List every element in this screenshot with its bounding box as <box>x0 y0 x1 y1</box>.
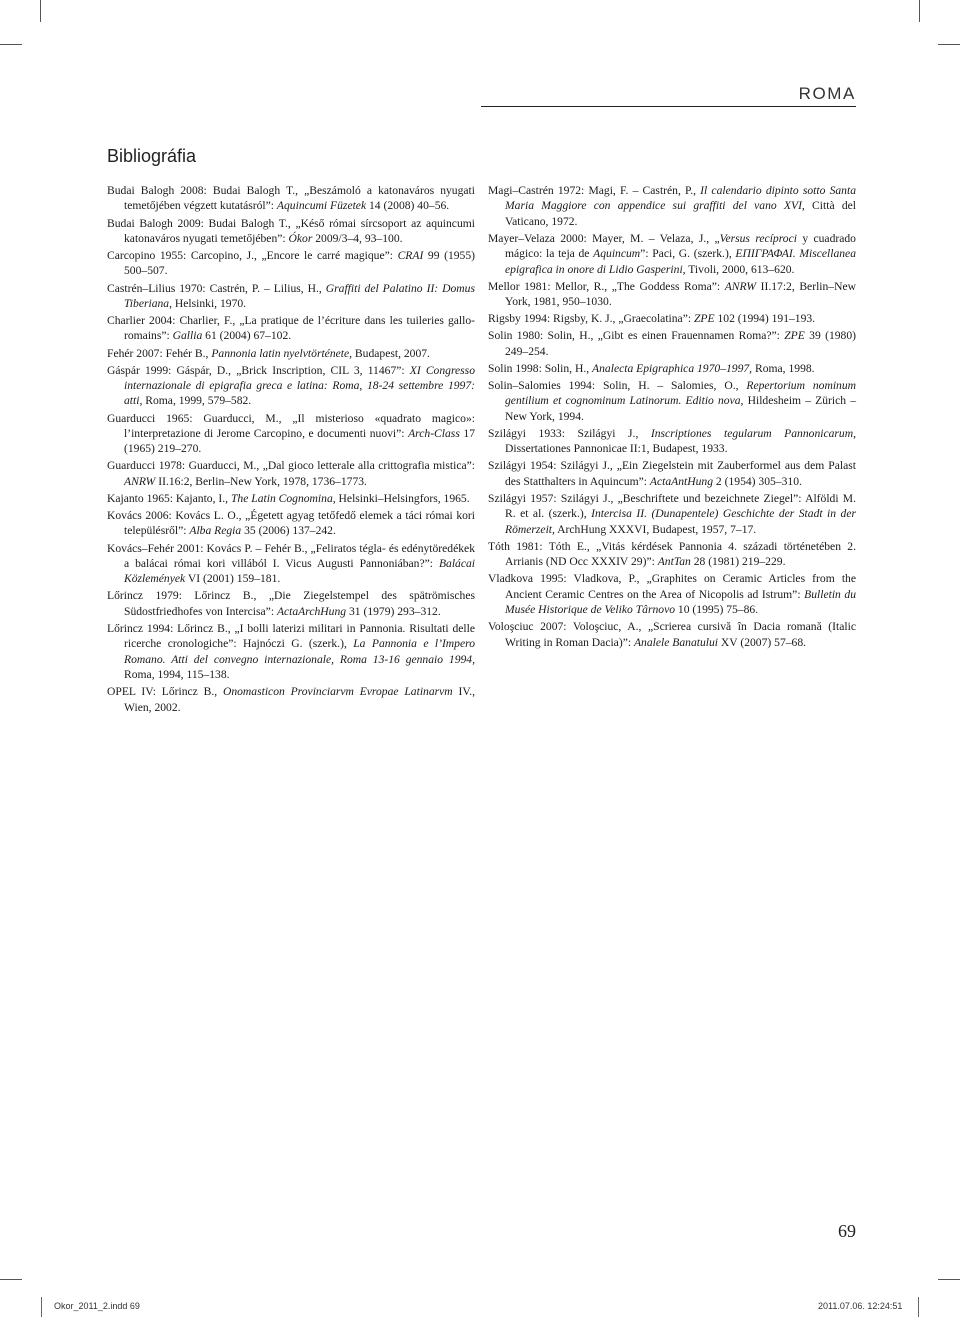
slug-filename: Okor_2011_2.indd 69 <box>54 1301 140 1311</box>
entry-text: II.16:2, Berlin–New York, 1978, 1736–1773. <box>155 474 367 488</box>
entry-text: Budai Balogh 2009: Budai Balogh T., „Késő római sírcsoport az aquincumi katonaváros nyugati temetőjében”: <box>107 216 475 245</box>
entry-text: ”: Paci, G. (szerk.), <box>640 247 736 261</box>
entry-text: y cuadrado mágico: la teja de <box>505 231 856 261</box>
bibliography-entry <box>488 328 856 359</box>
entry-text: Hildesheim – Zürich – New York, 1994. <box>505 394 857 423</box>
italic-text: Ókor <box>288 231 313 245</box>
bibliography-entry <box>488 311 856 326</box>
italic-text: Bulletin du Musée Historique de Veliko Târnovo <box>505 587 857 617</box>
entry-text: IV., Wien, 2002. <box>124 685 476 714</box>
bibliography-left-column <box>107 183 475 717</box>
entry-text: Kovács 2006: Kovács L. O., „Égetett agyag tetőfedő elemek a táci római kori településről”: <box>107 509 475 538</box>
entry-text: Vladkova 1995: Vladkova, P., „Graphites on Ceramic Articles from the Ancient Ceramic Centres on the Area of Nicopolis ad Istrum”: <box>488 572 856 601</box>
italic-text: The Latin Cognomina, <box>230 491 336 505</box>
entry-text: Szilágyi 1954: Szilágyi J., „Ein Ziegelstein mit Zauberformel aus dem Palast des Statthalters in Aquincum”: <box>488 459 856 488</box>
slug-date: 2011.07.06. 12:24:51 <box>818 1301 903 1311</box>
entry-text: Roma, 1999, 579–582. <box>142 394 252 408</box>
entry-text: Roma, 1994, 115–138. <box>124 668 230 682</box>
entry-text: Guarducci 1978: Guarducci, M., „Dal gioco letterale alla crittografia mistica”: <box>107 459 475 473</box>
header-rule <box>481 106 856 107</box>
entry-text: Helsinki–Helsingfors, 1965. <box>335 491 470 505</box>
entry-text: Solin–Salomies 1994: Solin, H. – Salomies, O., <box>488 379 747 392</box>
bibliography-entry <box>107 411 475 457</box>
entry-text: 10 (1995) 75–86. <box>675 603 759 617</box>
bibliography-entry <box>488 458 856 489</box>
page-number: 69 <box>838 1221 856 1241</box>
entry-text: 31 (1979) 293–312. <box>346 604 441 618</box>
bibliography-entry <box>488 183 856 229</box>
entry-text: Solin 1980: Solin, H., „Gibt es einen Frauennamen Roma?”: <box>488 329 785 343</box>
bibliography-entry <box>488 619 856 650</box>
bibliography-entry <box>107 541 475 587</box>
entry-text: Lőrincz 1979: Lőrincz B., „Die Ziegelstempel des spätrömisches Südostfriedhofes von Intercisa”: <box>107 589 475 618</box>
entry-text: Tivoli, 2000, 613–620. <box>685 262 795 276</box>
entry-text: Voloşciuc 2007: Voloşciuc, A., „Scrierea cursivă în Dacia romană (Italic Writing in Roman Dacia)”: <box>488 620 856 649</box>
bibliography-entry <box>107 248 475 279</box>
crop-mark <box>938 1279 960 1280</box>
entry-text: Gáspár 1999: Gáspár, D., „Brick Inscription, CIL 3, 11467”: <box>107 363 410 377</box>
entry-text: Fehér 2007: Fehér B., <box>107 346 212 360</box>
italic-text: Inscriptiones tegularum Pannonicarum, <box>650 426 856 440</box>
bibliography-entry <box>107 491 475 506</box>
slug-divider <box>41 1297 42 1317</box>
italic-text: Intercisa II. (Dunapentele) Geschichte der Stadt in der Römerzeit, <box>505 507 856 536</box>
bibliography-entry <box>488 279 856 310</box>
entry-text: Dissertationes Pannonicae II:1, Budapest, 1933. <box>505 442 728 456</box>
italic-text: Aquincumi Füzetek <box>276 199 367 213</box>
italic-text: Repertorium nominum gentilium et cognominum Latinorum. Editio nova, <box>505 379 857 408</box>
bibliography-entry <box>488 539 856 570</box>
italic-text: ActaArchHung <box>276 604 347 618</box>
italic-text: Graffiti del Palatino II: Domus Tiberiana, <box>124 281 475 310</box>
crop-mark <box>938 44 960 45</box>
entry-text: Budapest, 2007. <box>352 346 430 360</box>
bibliography-entry <box>488 231 856 277</box>
bibliography-entry <box>107 508 475 539</box>
entry-text: 61 (2004) 67–102. <box>202 329 292 343</box>
bibliography-entry <box>107 621 475 683</box>
entry-text: II.17:2, Berlin–New York, 1981, 950–1030. <box>505 279 856 309</box>
entry-text: Roma, 1998. <box>752 361 815 375</box>
entry-text: Città del Vaticano, 1972. <box>505 199 856 228</box>
bibliography-entry <box>488 361 856 376</box>
entry-text: Rigsby 1994: Rigsby, K. J., „Graecolatina”: <box>488 312 694 326</box>
entry-text: Mellor 1981: Mellor, R., „The Goddess Roma”: <box>488 279 725 293</box>
running-head: ROMA <box>798 84 856 103</box>
bibliography-right-column <box>488 183 856 652</box>
entry-text: Castrén–Lilius 1970: Castrén, P. – Lilius, H., <box>107 281 326 295</box>
entry-text: OPEL IV: Lőrincz B., <box>107 685 223 699</box>
entry-text: Lőrincz 1994: Lőrincz B., „I bolli laterizi militari in Pannonia. Risultati delle ricerche cronologiche”: Hajnóczi G. (szerk.), <box>107 621 475 651</box>
bibliography-entry <box>107 346 475 361</box>
crop-mark <box>919 0 920 22</box>
italic-text: Versus recíproci <box>719 231 797 245</box>
italic-text: Analecta Epigraphica 1970–1997, <box>592 361 753 375</box>
italic-text: Onomasticon Provinciarvm Evropae Latinarvm <box>222 685 453 699</box>
entry-text: 28 (1981) 219–229. <box>690 555 786 569</box>
italic-text: Gallia <box>172 329 203 343</box>
bibliography-entry <box>107 458 475 489</box>
bibliography-entry <box>107 313 475 344</box>
italic-text: ΕΠΙΓΡΑΦΑΙ. Miscellanea epigrafica in onore di Lidio Gasperini, <box>505 247 856 276</box>
italic-text: AntTan <box>657 555 691 569</box>
entry-text: 17 (1965) 219–270. <box>124 426 475 456</box>
italic-text: ActaAntHung <box>649 474 714 488</box>
crop-mark <box>40 0 41 22</box>
entry-text: Magi–Castrén 1972: Magi, F. – Castrén, P., <box>488 184 701 197</box>
entry-text: Tóth 1981: Tóth E., „Vitás kérdések Pannonia 4. századi történetében 2. Arrianis (ND Occ XXXIV 29)”: <box>488 539 856 569</box>
bibliography-entry <box>488 378 856 424</box>
entry-text: 99 (1955) 500–507. <box>124 249 475 278</box>
entry-text: Kovács–Fehér 2001: Kovács P. – Fehér B., „Feliratos tégla- és edénytöredékek a balácai római kori villából I. Vicus Augusti Pannoniában?”: <box>107 541 475 570</box>
italic-text: Balácai Közlemények <box>124 556 475 586</box>
entry-text: 35 (2006) 137–242. <box>241 524 336 538</box>
crop-mark <box>0 44 22 45</box>
section-title: Bibliográfia <box>107 146 197 166</box>
bibliography-entry <box>107 216 475 247</box>
italic-text: CRAI <box>397 249 424 262</box>
italic-text: ANRW <box>124 474 156 488</box>
italic-text: La Pannonia e l’Impero Romano. Atti del convegno internazionale, Roma 13-16 gennaio 1994, <box>124 637 475 666</box>
entry-text: 2 (1954) 305–310. <box>713 474 802 488</box>
entry-text: 2009/3–4, 93–100. <box>312 231 403 245</box>
entry-text: 102 (1994) 191–193. <box>714 312 816 326</box>
bibliography-entry <box>488 426 856 457</box>
entry-text: Budai Balogh 2008: Budai Balogh T., „Beszámoló a katonaváros nyugati temetőjében végzett kutatásról”: <box>107 184 475 213</box>
italic-text: Pannonia latin nyelvtörténete, <box>211 346 353 360</box>
bibliography-entry <box>107 281 475 312</box>
italic-text: Il calendario dipinto sotto Santa Maria Maggiore con appendice sui graffiti del vano XVI, <box>505 184 856 213</box>
italic-text: Aquincum <box>593 247 641 261</box>
italic-text: Arch-Class <box>408 426 460 440</box>
entry-text: Charlier 2004: Charlier, F., „La pratique de l’écriture dans les tuileries gallo-romains”: <box>107 314 475 343</box>
bibliography-entry <box>107 183 475 214</box>
entry-text: 39 (1980) 249–254. <box>505 329 856 358</box>
entry-text: VI (2001) 159–181. <box>185 572 281 586</box>
italic-text: Analele Banatului <box>633 635 719 649</box>
entry-text: Mayer–Velaza 2000: Mayer, M. – Velaza, J., „ <box>488 231 720 245</box>
slug-divider <box>918 1297 919 1317</box>
entry-text: 14 (2008) 40–56. <box>366 199 450 213</box>
entry-text: Kajanto 1965: Kajanto, I., <box>107 491 231 505</box>
bibliography-entry <box>107 588 475 619</box>
entry-text: Carcopino 1955: Carcopino, J., „Encore le carré magique”: <box>107 249 398 262</box>
entry-text: Szilágyi 1933: Szilágyi J., <box>488 426 651 440</box>
italic-text: XI Congresso internazionale di epigrafia greca e latina: Roma, 18-24 settembre 1997: atti, <box>124 363 475 408</box>
italic-text: ANRW <box>724 279 757 293</box>
entry-text: Guarducci 1965: Guarducci, M., „Il misterioso «quadrato magico»: l’interpretazione di Jerome Carcopino, e documenti nuovi”: <box>107 411 475 440</box>
italic-text: ZPE <box>693 312 715 326</box>
entry-text: Solin 1998: Solin, H., <box>488 361 593 375</box>
entry-text: ArchHung XXXVI, Budapest, 1957, 7–17. <box>554 522 757 536</box>
italic-text: Alba Regia <box>189 524 242 538</box>
entry-text: Helsinki, 1970. <box>172 296 247 310</box>
italic-text: ZPE <box>784 329 805 343</box>
crop-mark <box>0 1279 22 1280</box>
bibliography-entry <box>488 491 856 537</box>
entry-text: XV (2007) 57–68. <box>718 635 807 649</box>
bibliography-entry <box>488 571 856 617</box>
bibliography-entry <box>107 363 475 409</box>
entry-text: Szilágyi 1957: Szilágyi J., „Beschriftete und bezeichnete Ziegel”: Alföldi M. R. et al. (szerk.), <box>488 491 856 521</box>
bibliography-entry <box>107 684 475 715</box>
